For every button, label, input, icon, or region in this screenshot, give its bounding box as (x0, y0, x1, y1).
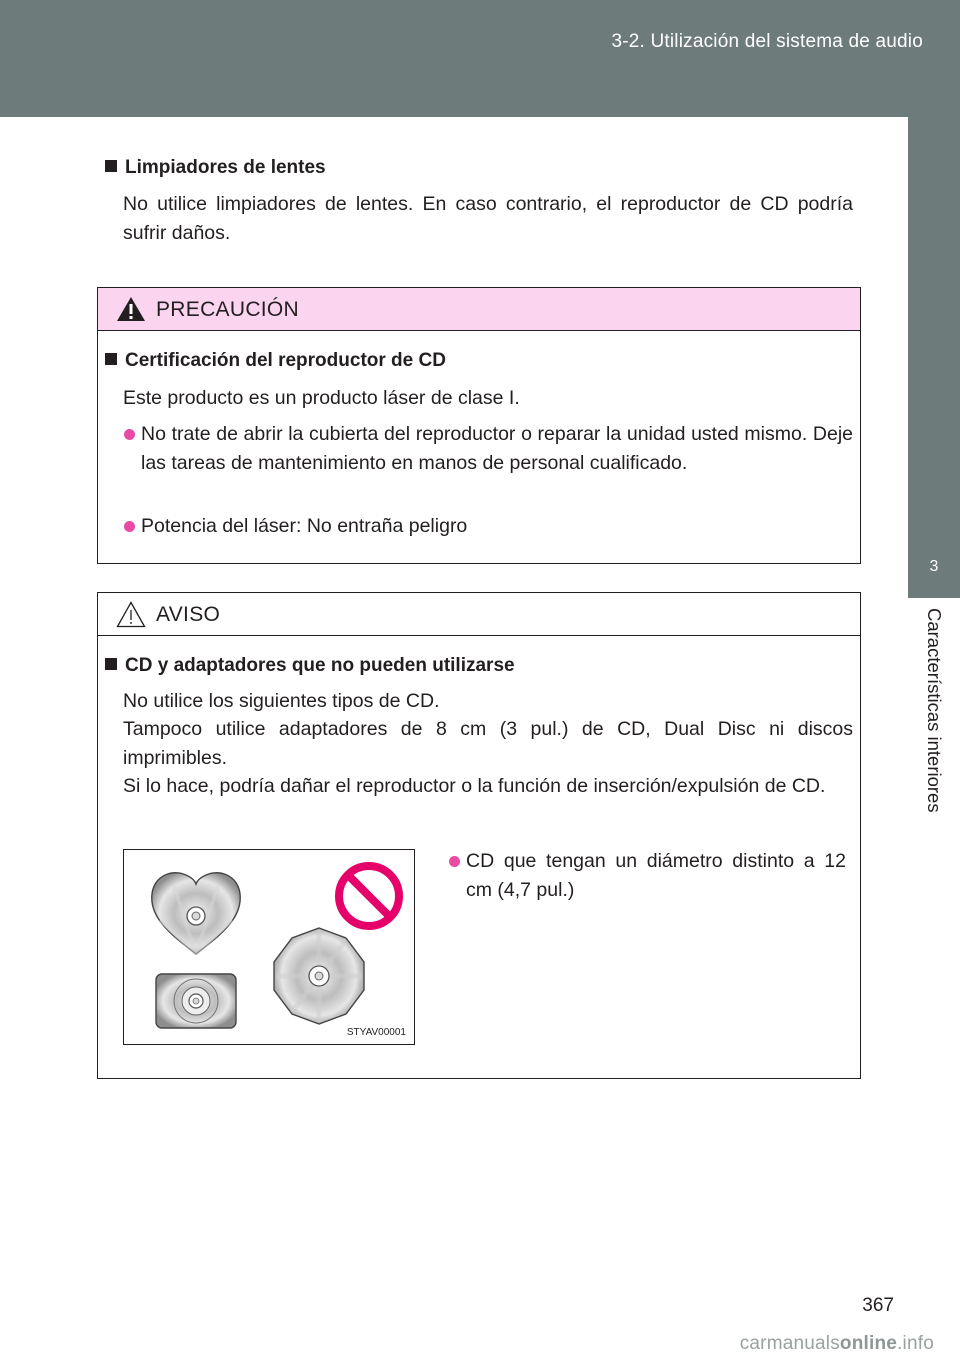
warning-outline-icon (116, 601, 146, 628)
chapter-label: Características interiores (924, 608, 945, 813)
caution-box (97, 287, 861, 564)
notice-bullet-text: CD que tengan un diámetro distinto a 12 cm (4,7 pul.) (466, 850, 846, 901)
notice-bullet (449, 847, 846, 907)
caution-heading-text: Certificación del reproductor de CD (125, 350, 446, 371)
watermark (740, 1333, 934, 1355)
caution-heading (105, 350, 446, 372)
bullet-dot-icon (124, 429, 135, 440)
notice-header (98, 593, 860, 636)
section-title: 3-2. Utilización del sistema de audio (611, 31, 923, 52)
card-disc-icon (156, 974, 236, 1028)
square-bullet-icon (105, 160, 117, 172)
square-bullet-icon (105, 353, 117, 365)
chapter-number: 3 (929, 558, 939, 575)
cd-shapes-figure (123, 849, 415, 1045)
bullet-dot-icon (124, 521, 135, 532)
page-number: 367 (862, 1295, 894, 1316)
notice-line-2: Tampoco utilice adaptadores de 8 cm (3 pul.) de CD, Dual Disc ni discos imprimibles. (123, 718, 853, 769)
intro-text: No utilice limpiadores de lentes. En caso contrario, el reproductor de CD podría sufrir daños. (123, 193, 853, 244)
chapter-tab (908, 117, 960, 598)
notice-line-1: No utilice los siguientes tipos de CD. (123, 690, 440, 712)
page-header (0, 0, 960, 117)
bullet-dot-icon (449, 856, 460, 867)
caution-bullet-1 (124, 420, 853, 510)
watermark-suffix: .info (897, 1333, 934, 1354)
notice-line-3: Si lo hace, podría dañar el reproductor o la función de inserción/expulsión de CD. (123, 775, 826, 797)
caution-text: Este producto es un producto láser de clase I. (123, 387, 520, 409)
caution-bullet-2-text: Potencia del láser: No entraña peligro (141, 515, 468, 537)
square-bullet-icon (105, 658, 117, 670)
warning-filled-icon (116, 296, 146, 322)
figure-code: STYAV00001 (346, 1027, 406, 1038)
caution-title: PRECAUCIÓN (156, 298, 300, 321)
caution-header (98, 288, 860, 331)
caution-bullet-2 (124, 512, 853, 542)
notice-heading-text: CD y adaptadores que no pueden utilizarse (125, 655, 515, 676)
caution-bullet-1-text: No trate de abrir la cubierta del reproductor o reparar la unidad usted mismo. Deje las tareas de mantenimiento en manos de personal cualificado. (141, 423, 853, 474)
watermark-prefix: carmanuals (739, 1333, 840, 1354)
nonstandard-cd-illustration (124, 850, 414, 1044)
notice-heading (105, 655, 515, 677)
chapter-label-container (908, 598, 960, 898)
heart-disc-icon (152, 873, 240, 954)
watermark-bold: online (839, 1333, 898, 1354)
notice-title: AVISO (156, 603, 221, 626)
intro-heading-text: Limpiadores de lentes (125, 157, 326, 178)
octagon-disc-icon (274, 928, 364, 1024)
prohibition-icon (339, 866, 399, 926)
intro-heading (105, 157, 326, 179)
